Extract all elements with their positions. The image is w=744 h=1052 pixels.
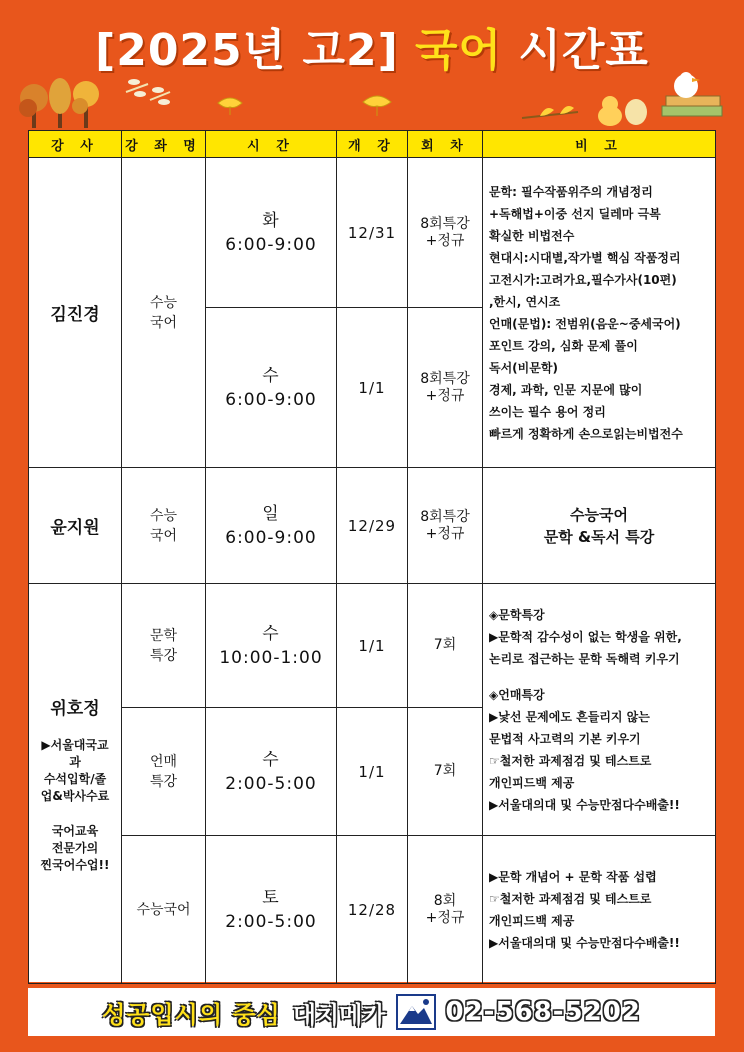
header-row [29, 131, 716, 158]
profile-line: 수석입학/졸 [43, 771, 107, 786]
course-line: 언매 [149, 753, 178, 770]
profile-line: 업&박사수료 [40, 788, 110, 803]
note-line: 개인피드백 제공 [489, 775, 575, 790]
sessions-line: 8회 [433, 892, 457, 909]
time-label: 6:00-9:00 [225, 527, 317, 548]
timetable-grid [28, 130, 716, 984]
timetable [28, 130, 715, 982]
day-label: 수 [262, 365, 280, 386]
open-date: 12/29 [337, 468, 408, 584]
dragonfly-icon [118, 70, 178, 110]
time-cell [206, 308, 337, 468]
profile-line: 과 [69, 754, 81, 769]
course-line: 국어 [149, 527, 178, 544]
sessions-cell: 7회 [408, 708, 483, 836]
note-line: 빠르게 정확하게 손으로읽는비법전수 [489, 426, 683, 441]
chicks-and-books-icon [590, 72, 730, 130]
time-cell [206, 836, 337, 984]
tagline-line: 전문가의 [51, 840, 99, 855]
time-cell [206, 158, 337, 308]
academy-logo-icon [396, 994, 436, 1030]
table-row [29, 836, 716, 984]
teacher-yoon: 윤지원 [29, 468, 122, 584]
sessions-cell: 7회 [408, 584, 483, 708]
note-line: ▶낯선 문제에도 흔들리지 않는 [489, 709, 650, 724]
header-time: 시 간 [206, 131, 337, 158]
sessions-cell [408, 836, 483, 984]
note-line: ▶문학 개념어 + 문학 작품 섭렵 [489, 869, 657, 884]
course-line: 수능 [149, 294, 178, 311]
day-label: 수 [262, 749, 280, 770]
teacher-name: 위호정 [50, 698, 100, 719]
tagline-line: 국어교육 [51, 823, 99, 838]
table-row [29, 468, 716, 584]
open-date: 1/1 [337, 708, 408, 836]
footer-brand: 대치메카 [292, 1000, 386, 1029]
note-line: ☞철저한 과제점검 및 테스트로 [489, 891, 652, 906]
day-label: 일 [262, 503, 280, 524]
table-row [29, 584, 716, 708]
time-cell [206, 708, 337, 836]
teacher-tagline [29, 823, 121, 874]
note-line: 포인트 강의, 심화 문제 풀이 [489, 338, 638, 353]
note-line: ▶서울대의대 및 수능만점다수배출!! [489, 797, 680, 812]
note-line: 수능국어 [570, 505, 628, 524]
header-course: 강 좌 명 [122, 131, 206, 158]
sessions-line: 8회특강 [420, 370, 470, 387]
footer-slogan: 성공입시의 중심 [102, 1000, 281, 1029]
note-line: +독해법+이중 선지 딜레마 극복 [489, 206, 661, 221]
note-line: 문학 &독서 특강 [543, 527, 655, 546]
note-line: 확실한 비법전수 [489, 228, 575, 243]
sessions-line: +정규 [425, 232, 465, 249]
autumn-trees-icon [10, 70, 120, 130]
time-label: 6:00-9:00 [225, 234, 317, 255]
header-open: 개 강 [337, 131, 408, 158]
note-line: 문법적 사고력의 기본 키우기 [489, 731, 641, 746]
title-accent: 국어 [415, 25, 503, 76]
sessions-cell [408, 468, 483, 584]
note-yoon [483, 468, 716, 584]
day-label: 수 [262, 623, 280, 644]
course-line: 특강 [149, 773, 178, 790]
time-label: 6:00-9:00 [225, 389, 317, 410]
open-date: 12/31 [337, 158, 408, 308]
open-date: 1/1 [337, 308, 408, 468]
tagline-line: 찐국어수업!! [40, 857, 110, 872]
time-cell [206, 468, 337, 584]
note-line: ☞철저한 과제점검 및 테스트로 [489, 753, 652, 768]
open-date: 12/28 [337, 836, 408, 984]
open-date: 1/1 [337, 584, 408, 708]
note-line: 언매(문법): 전범위(음운~중세국어) [489, 316, 681, 331]
sessions-line: 8회특강 [420, 508, 470, 525]
time-label: 2:00-5:00 [225, 773, 317, 794]
course-line: 수능 [149, 507, 178, 524]
course-line: 특강 [149, 647, 178, 664]
note-line: ◈문학특강 [489, 607, 545, 622]
header-teacher: 강 사 [29, 131, 122, 158]
teacher-wi [29, 584, 122, 984]
note-line: 개인피드백 제공 [489, 913, 575, 928]
footer-banner [28, 988, 715, 1036]
note-kim [483, 158, 716, 468]
note-line: 독서(비문학) [489, 360, 558, 375]
course-cell [122, 584, 206, 708]
header-sessions: 회 차 [408, 131, 483, 158]
note-line: ▶문학적 감수성이 없는 학생을 위한, [489, 629, 682, 644]
day-label: 화 [262, 210, 280, 231]
course-cell [122, 468, 206, 584]
time-label: 2:00-5:00 [225, 911, 317, 932]
ginkgo-branch-icon [520, 98, 580, 122]
sessions-line: +정규 [425, 909, 465, 926]
note-line: 논리로 접근하는 문학 독해력 키우기 [489, 651, 680, 666]
note-line: 문학: 필수작품위주의 개념정리 [489, 184, 653, 199]
sessions-line: 8회특강 [420, 215, 470, 232]
note-line: 쓰이는 필수 용어 정리 [489, 404, 606, 419]
table-row [29, 158, 716, 308]
note-line: 경제, 과학, 인문 지문에 많이 [489, 382, 643, 397]
day-label: 토 [262, 887, 280, 908]
ginkgo-leaf-icon-2 [360, 92, 394, 120]
sessions-cell [408, 308, 483, 468]
note-line: ◈언매특강 [489, 687, 545, 702]
time-label: 10:00-1:00 [219, 647, 323, 668]
header-note: 비 고 [483, 131, 716, 158]
course-cell [122, 708, 206, 836]
course-cell: 수능국어 [122, 836, 206, 984]
time-cell [206, 584, 337, 708]
note-wi-literature [483, 584, 716, 836]
teacher-kim: 김진경 [29, 158, 122, 468]
sessions-cell [408, 158, 483, 308]
note-line: 고전시가:고려가요,필수가사(10편) [489, 272, 677, 287]
note-line: ,한시, 연시조 [489, 294, 561, 309]
page-title [0, 14, 744, 78]
course-line: 국어 [149, 314, 178, 331]
title-prefix: [2025년 고2] [95, 25, 399, 76]
footer-phone: 02-568-5202 [445, 997, 641, 1027]
note-line: 현대시:시대별,작가별 핵심 작품정리 [489, 250, 681, 265]
note-wi-suneung [483, 836, 716, 984]
ginkgo-leaf-icon [215, 95, 245, 119]
teacher-profile [29, 737, 121, 805]
sessions-line: +정규 [425, 387, 465, 404]
title-suffix: 시간표 [518, 25, 649, 76]
note-line: ▶서울대의대 및 수능만점다수배출!! [489, 935, 680, 950]
sessions-line: +정규 [425, 525, 465, 542]
profile-line: ▶서울대국교 [41, 737, 109, 752]
course-cell [122, 158, 206, 468]
course-line: 문학 [149, 627, 178, 644]
